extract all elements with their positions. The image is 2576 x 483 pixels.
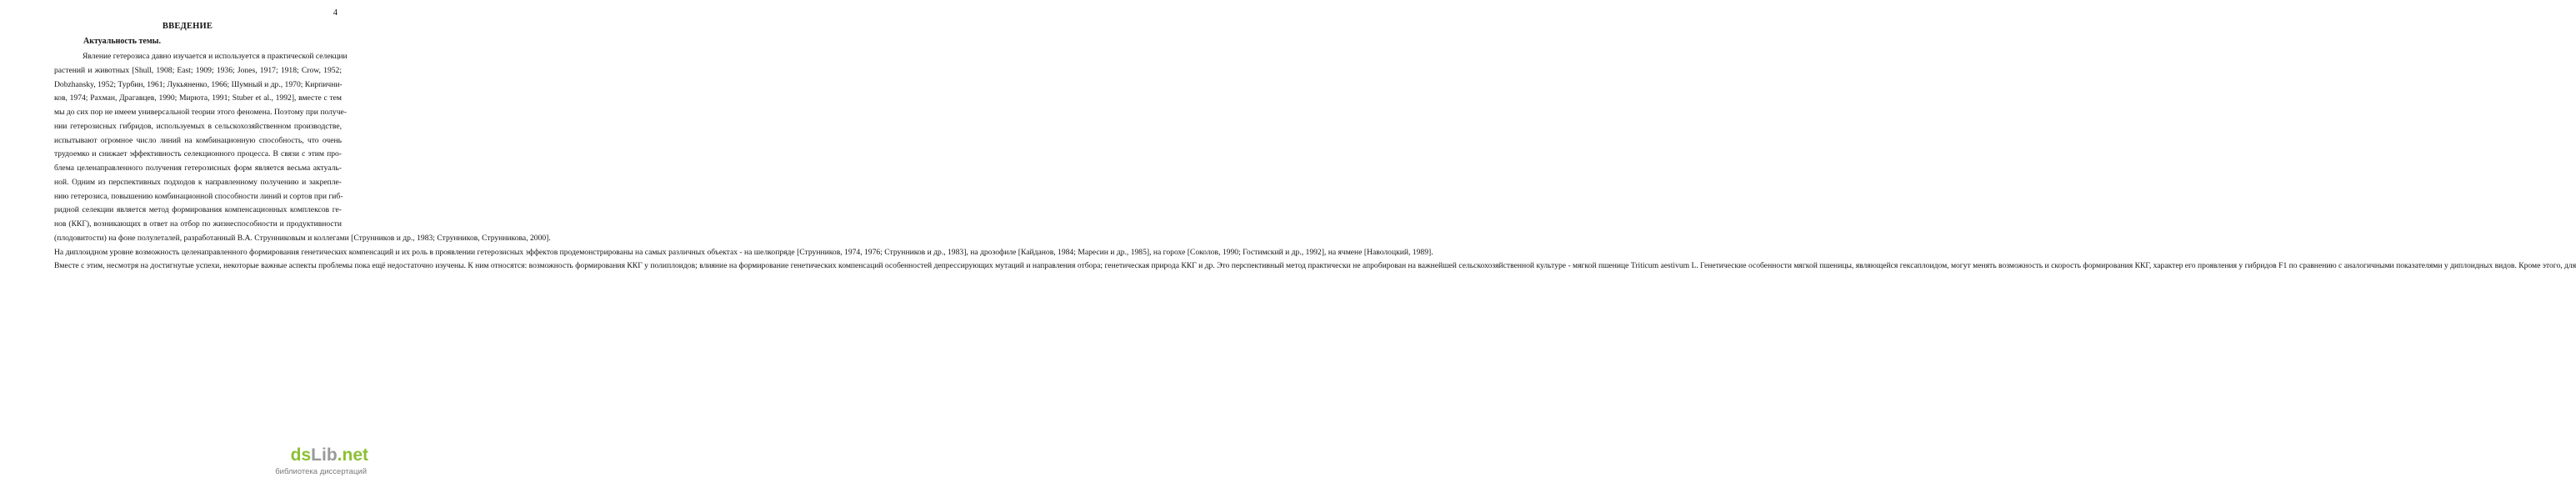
text-line (54, 288, 342, 302)
body-text (54, 50, 2576, 470)
text-line: нов (ККГ), возникающих в ответ на отбор по жизнеспособности и продуктивности (54, 219, 342, 229)
text-line (54, 302, 342, 316)
section-subheading: Актуальность темы. (83, 37, 161, 46)
text-line: растений и животных [Shull, 1908; East; 1909; 1936; Jones, 1917; 1918; Crow, 1952; (54, 65, 342, 75)
text-line: Dobzhansky, 1952; Турбин, 1961; Лукьяненко, 1966; Шумный и др., 1970; Кирпични- (54, 79, 343, 89)
page-heading: ВВЕДЕНИЕ (162, 22, 213, 31)
text-line (54, 315, 342, 330)
text-line (54, 385, 342, 400)
text-line: трудоемко и снижает эффективность селекционного процесса. В связи с этим про- (54, 149, 342, 159)
text-line: блема целенаправленного получения гетерозисных форм является весьма актуаль- (54, 164, 342, 173)
watermark-caption: библиотека диссертаций (275, 467, 367, 476)
text-line (54, 427, 342, 441)
text-line: На диплоидном уровне возможность целенаправленного формирования генетических компенсаций и их роль в проявлении гетерозисных эффектов продемонстрированы на самых различных объектах - на шелкопряде [Струнников, 1974, 1976; Струнников и др., 1983], на дрозофиле [Кайданов, 1984; Маресин и др., 1985], на горохе [Соколов, 1990; Гостимский и др., 1992], на ячмене [Наволоцкий, 1989]. (54, 247, 1433, 257)
watermark (277, 445, 368, 478)
text-line: нию гетерозиса, повышению комбинационной способности линий и сортов при гиб- (54, 191, 343, 201)
watermark-logo: dsLib.net (290, 445, 368, 465)
text-line (54, 344, 342, 358)
text-line: ков, 1974; Рахман, Драгавцев, 1990; Мирюта, 1991; Stuber et al., 1992], вместе с тем (54, 93, 342, 103)
text-line: (плодовитости) на фоне полулеталей, разработанный В.А. Струнниковым и коллегами [Струнников и др., 1983; Струнников, Струнникова, 2000]. (54, 233, 551, 243)
text-line (54, 358, 342, 372)
text-line (54, 274, 342, 288)
text-line: ридной селекции является метод формирования компенсационных комплексов ге- (54, 205, 342, 215)
text-line: испытывают огромное число линий на комбинационную способность, что очень (54, 135, 342, 145)
text-line (54, 330, 342, 344)
text-line: Явление гетерозиса давно изучается и используется в практической селекции (83, 52, 348, 61)
page-number: 4 (333, 8, 338, 18)
text-line (54, 371, 342, 385)
text-line: мы до сих пор не имеем универсальной теории этого феномена. Поэтому при получе- (54, 108, 347, 117)
text-line: Вместе с этим, несмотря на достигнутые успехи, некоторые важные аспекты проблемы пока ещё недостаточно изучены. К ним относятся: возможность формирования ККГ у полиплоидов; влияние на формирование генетических компенсаций особенностей депрессирующих мутаций и направления отбора; генетическая природа ККГ и др. Это перспективный метод практически не апробирован на важнейшей сельскохозяйственной культуре - мягкой пшенице Triticum aestivum L. Генетические особенности мягкой пшеницы, являющейся гексаплоидом, могут менять возможность и скорость формирования ККГ, характер его проявления у гибридов F1 по сравнению с аналогичными показателями у диплоидных видов. Кроме этого, для (54, 261, 2576, 271)
text-line: ной. Одним из перспективных подходов к направленному получению и закрепле- (54, 177, 342, 187)
text-line (54, 400, 342, 414)
text-line (54, 414, 342, 428)
text-line: нии гетерозисных гибридов, используемых в сельскохозяйственном производстве, (54, 121, 342, 131)
